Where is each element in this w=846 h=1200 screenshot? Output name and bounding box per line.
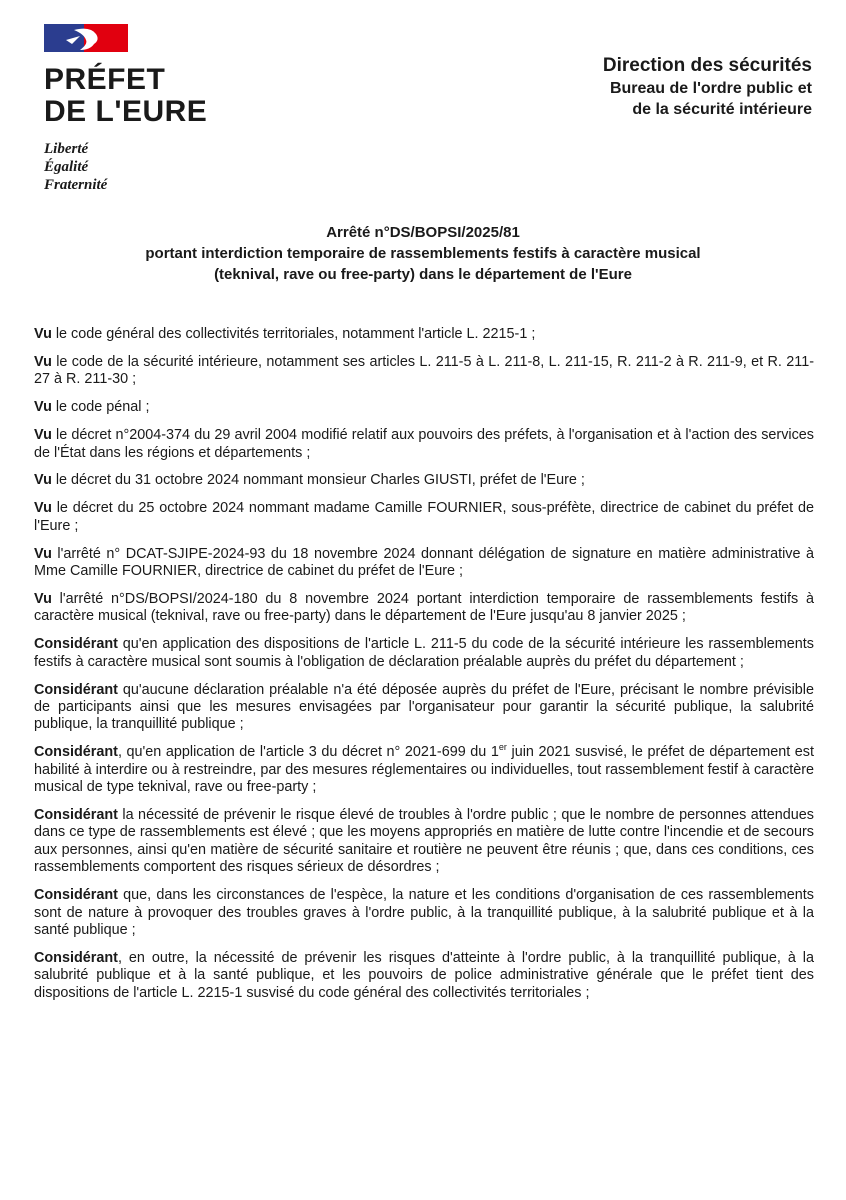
para-lead: Considérant bbox=[34, 887, 118, 904]
para-text: qu'aucune déclaration préalable n'a été déposée auprès du préfet de l'Eure, précisant le nombre prévisible de participants ainsi que les mesures envisagées par l'organisateur pour garantir la sécurité publique, la salubrité publique, la tranquillité publique ; bbox=[34, 681, 814, 733]
para-text: l'arrêté n° DCAT-SJIPE-2024-93 du 18 novembre 2024 donnant délégation de signature en matière administrative à Mme Camille FOURNIER, directrice de cabinet du préfet de l'Eure ; bbox=[34, 545, 814, 580]
direction-block bbox=[603, 54, 812, 120]
considerant-paragraph bbox=[34, 950, 814, 1002]
considerant-paragraph bbox=[34, 887, 814, 939]
para-lead: Vu bbox=[34, 472, 52, 489]
considerant-paragraph bbox=[34, 682, 814, 734]
prefet-line-1: PRÉFET bbox=[44, 63, 166, 96]
bureau-line-1: Bureau de l'ordre public et bbox=[609, 80, 812, 97]
bureau-line-2: de la sécurité intérieure bbox=[632, 101, 812, 118]
arrete-subject-line-2: (teknival, rave ou free-party) dans le département de l'Eure bbox=[214, 266, 632, 283]
para-text: , qu'en application de l'article 3 du décret n° 2021-699 du 1 bbox=[117, 744, 499, 761]
considerant-paragraph bbox=[34, 744, 814, 796]
direction-title: Direction des sécurités bbox=[602, 55, 812, 76]
considerant-paragraph bbox=[34, 636, 814, 671]
motto-liberte: Liberté bbox=[44, 141, 89, 157]
para-lead: Vu bbox=[34, 353, 52, 370]
para-lead: Vu bbox=[34, 326, 52, 342]
para-lead: Considérant bbox=[34, 949, 118, 966]
arrete-subject-line-1: portant interdiction temporaire de rassemblements festifs à caractère musical bbox=[145, 245, 701, 262]
para-lead: Vu bbox=[34, 427, 52, 444]
para-text: le code de la sécurité intérieure, notamment ses articles L. 211-5 à L. 211-8, L. 211-15, R. 211-2 à R. 211-9, et R. 211-27 à R. 211-30 ; bbox=[34, 353, 814, 388]
visa-paragraph bbox=[34, 500, 814, 535]
para-text: que, dans les circonstances de l'espèce, la nature et les conditions d'organisation de ces rassemblements sont de nature à provoquer des troubles graves à l'ordre public, à la tranquillité publique, à la salubrité publique et à la santé publique ; bbox=[34, 887, 814, 938]
visa-paragraph bbox=[34, 546, 814, 581]
motto-egalite: Égalité bbox=[44, 159, 89, 175]
para-text: qu'en application des dispositions de l'article L. 211-5 du code de la sécurité intérieure les rassemblements festifs à caractère musical sont soumis à l'obligation de déclaration préalable auprès du préfet du département ; bbox=[34, 636, 814, 670]
marianne-logo-icon bbox=[44, 22, 128, 54]
visa-paragraph bbox=[34, 326, 814, 343]
visa-paragraph bbox=[34, 472, 814, 489]
para-superscript: er bbox=[498, 742, 507, 753]
visa-paragraph bbox=[34, 591, 814, 626]
para-text: la nécessité de prévenir le risque élevé de troubles à l'ordre public ; que le nombre de personnes attendues dans ce type de rassemblements est élevé ; que les moyens appropriés en matière de lutte contre l'incendie et de secours aux personnes, ainsi qu'en matière de sécurité sanitaire et routière ne peuvent être réunis ; que, dans ces conditions, ces rassemblements comportent des risques sérieux de désordres ; bbox=[34, 807, 814, 876]
considerant-paragraph bbox=[34, 807, 814, 877]
arrete-title bbox=[40, 222, 806, 285]
para-text-continued: juin 2021 susvisé, le préfet de département est habilité à interdire ou à restreindre, par des mesures réglementaires ou individuelles, tout rassemblement festif à caractère musical de type teknival, rave ou free-party ; bbox=[34, 744, 814, 796]
para-lead: Considérant bbox=[34, 636, 118, 653]
para-text: le code pénal ; bbox=[51, 399, 150, 416]
para-text: le code général des collectivités territoriales, notamment l'article L. 2215-1 ; bbox=[51, 326, 536, 342]
para-lead: Considérant bbox=[34, 807, 118, 824]
para-lead: Considérant bbox=[34, 681, 118, 698]
para-lead: Considérant bbox=[34, 744, 118, 761]
para-text: , en outre, la nécessité de prévenir les risques d'atteinte à l'ordre public, à la tranquillité publique, à la salubrité publique et à la santé publique, et les pouvoirs de police administrative générale que le préfet tient des dispositions de l'article L. 2215-1 susvisé du code général des collectivités territoriales ; bbox=[34, 949, 814, 1001]
prefet-block bbox=[44, 64, 207, 128]
visa-paragraph bbox=[34, 354, 814, 389]
para-lead: Vu bbox=[34, 500, 52, 517]
para-lead: Vu bbox=[34, 545, 52, 562]
para-text: l'arrêté n°DS/BOPSI/2024-180 du 8 novembre 2024 portant interdiction temporaire de rassemblements festifs à caractère musical (teknival, rave ou free-party) dans le département de l'Eure jusqu'au 8 janvier 2025 ; bbox=[34, 590, 814, 625]
para-text: le décret du 25 octobre 2024 nommant madame Camille FOURNIER, sous-préfète, directrice de cabinet du préfet de l'Eure ; bbox=[34, 500, 814, 534]
republic-motto bbox=[44, 140, 107, 194]
para-text: le décret du 31 octobre 2024 nommant monsieur Charles GIUSTI, préfet de l'Eure ; bbox=[51, 472, 585, 489]
visa-paragraph bbox=[34, 399, 814, 416]
arrete-number: Arrêté n°DS/BOPSI/2025/81 bbox=[326, 224, 520, 241]
visa-paragraph bbox=[34, 427, 814, 462]
arrete-body bbox=[34, 326, 814, 1013]
para-text: le décret n°2004-374 du 29 avril 2004 modifié relatif aux pouvoirs des préfets, à l'organisation et à l'action des services de l'État dans les régions et départements ; bbox=[34, 427, 814, 461]
motto-fraternite: Fraternité bbox=[44, 177, 108, 193]
prefet-line-2: DE L'EURE bbox=[44, 95, 208, 128]
para-lead: Vu bbox=[34, 590, 52, 607]
para-lead: Vu bbox=[34, 399, 52, 416]
